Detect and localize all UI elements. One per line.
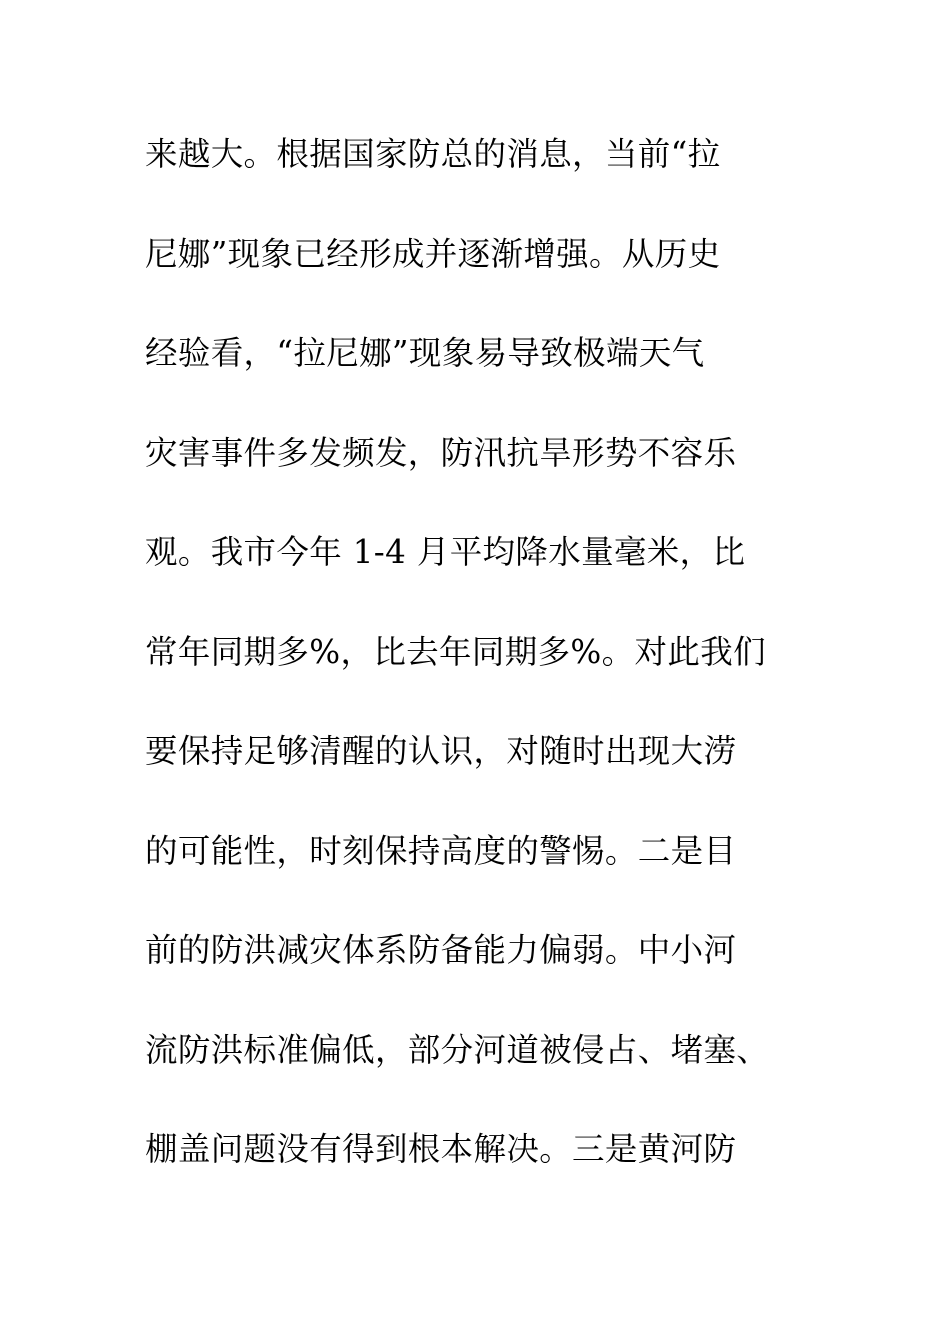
text-line: 要保持足够清醒的认识，对随时出现大涝 — [145, 732, 737, 770]
text-line: 来越大。根据国家防总的消息，当前“拉 — [145, 135, 721, 173]
text-line: 观。我市今年 1-4 月平均降水量毫米，比 — [145, 533, 746, 571]
text-line: 灾害事件多发频发，防汛抗旱形势不容乐 — [145, 433, 737, 472]
text-line: 尼娜”现象已经形成并逐渐增强。从历史 — [145, 234, 721, 273]
text-line: 前的防洪减灾体系防备能力偏弱。中小河 — [145, 931, 737, 969]
text-line: 的可能性，时刻保持高度的警惕。二是目 — [145, 831, 737, 870]
text-line: 经验看，“拉尼娜”现象易导致极端天气 — [145, 334, 705, 372]
text-line: 常年同期多%，比去年同期多%。对此我们 — [145, 632, 766, 671]
body-text — [145, 126, 835, 1221]
text-line: 流防洪标准偏低，部分河道被侵占、堵塞、 — [145, 1030, 770, 1069]
text-line: 棚盖问题没有得到根本解决。三是黄河防 — [145, 1130, 737, 1168]
